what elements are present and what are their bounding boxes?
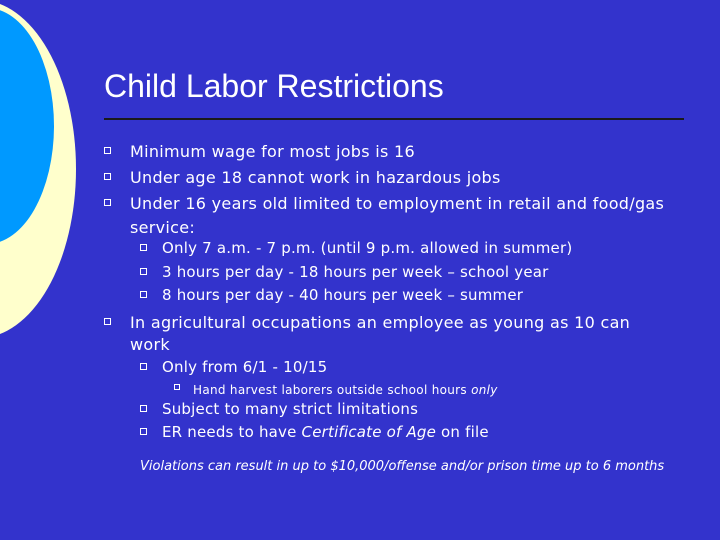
sub-bullet-strict-limits <box>162 399 418 420</box>
hollow-square-bullet-icon <box>140 291 147 298</box>
sub-bullet-text: Subject to many strict limitations <box>162 400 419 418</box>
bullet-hazardous-jobs <box>130 166 501 190</box>
sub-bullet-text: Only 7 a.m. - 7 p.m. (until 9 p.m. allowed in summer) <box>162 239 573 257</box>
sub-bullet-text: Only from 6/1 - 10/15 <box>162 358 328 376</box>
certificate-text-before: ER needs to have <box>162 423 302 441</box>
sub-sub-bullet-hand-harvest <box>193 379 498 398</box>
hollow-square-bullet-icon <box>174 384 180 390</box>
bullet-minimum-wage <box>130 140 415 164</box>
sub-bullet-summer <box>162 285 523 306</box>
hollow-square-bullet-icon <box>140 244 147 251</box>
sub-bullet-hours-window <box>162 238 572 259</box>
hollow-square-bullet-icon <box>140 363 147 370</box>
bullet-text: work <box>130 335 170 354</box>
sub-bullet-certificate <box>162 422 489 443</box>
bullet-text: In agricultural occupations an employee as young as 10 can <box>130 313 631 332</box>
bullet-text: Under 16 years old limited to employment in retail and food/gas <box>130 194 665 213</box>
hollow-square-bullet-icon <box>140 405 147 412</box>
hollow-square-bullet-icon <box>140 428 147 435</box>
sub-sub-bullet-text <box>193 383 498 397</box>
hollow-square-bullet-icon <box>104 318 111 325</box>
violations-footer: Violations can result in up to $10,000/offense and/or prison time up to 6 months <box>140 459 665 474</box>
bullet-text: Minimum wage for most jobs is 16 <box>130 142 416 161</box>
bullet-text: service: <box>130 218 196 237</box>
certificate-emphasis: Certificate of Age <box>301 423 437 441</box>
certificate-text-after: on file <box>436 423 489 441</box>
sub-bullet-date-range <box>162 357 327 378</box>
bullet-agricultural <box>130 311 630 335</box>
hand-harvest-emphasis: only <box>471 383 498 397</box>
bullet-continuation <box>130 216 195 240</box>
hollow-square-bullet-icon <box>140 268 147 275</box>
hand-harvest-text: Hand harvest laborers outside school hours <box>193 383 472 397</box>
title-underline-rule <box>104 118 684 120</box>
hollow-square-bullet-icon <box>104 147 111 154</box>
sub-bullet-school-year <box>162 262 549 283</box>
bullet-text: Under age 18 cannot work in hazardous jobs <box>130 168 501 187</box>
sub-bullet-text: 8 hours per day - 40 hours per week – summer <box>162 286 524 304</box>
bullet-under-16-limits <box>130 192 664 216</box>
bullet-continuation <box>130 333 170 357</box>
slide-title: Child Labor Restrictions <box>104 68 444 104</box>
sub-bullet-text <box>162 423 489 441</box>
hollow-square-bullet-icon <box>104 199 111 206</box>
hollow-square-bullet-icon <box>104 173 111 180</box>
sub-bullet-text: 3 hours per day - 18 hours per week – school year <box>162 263 549 281</box>
